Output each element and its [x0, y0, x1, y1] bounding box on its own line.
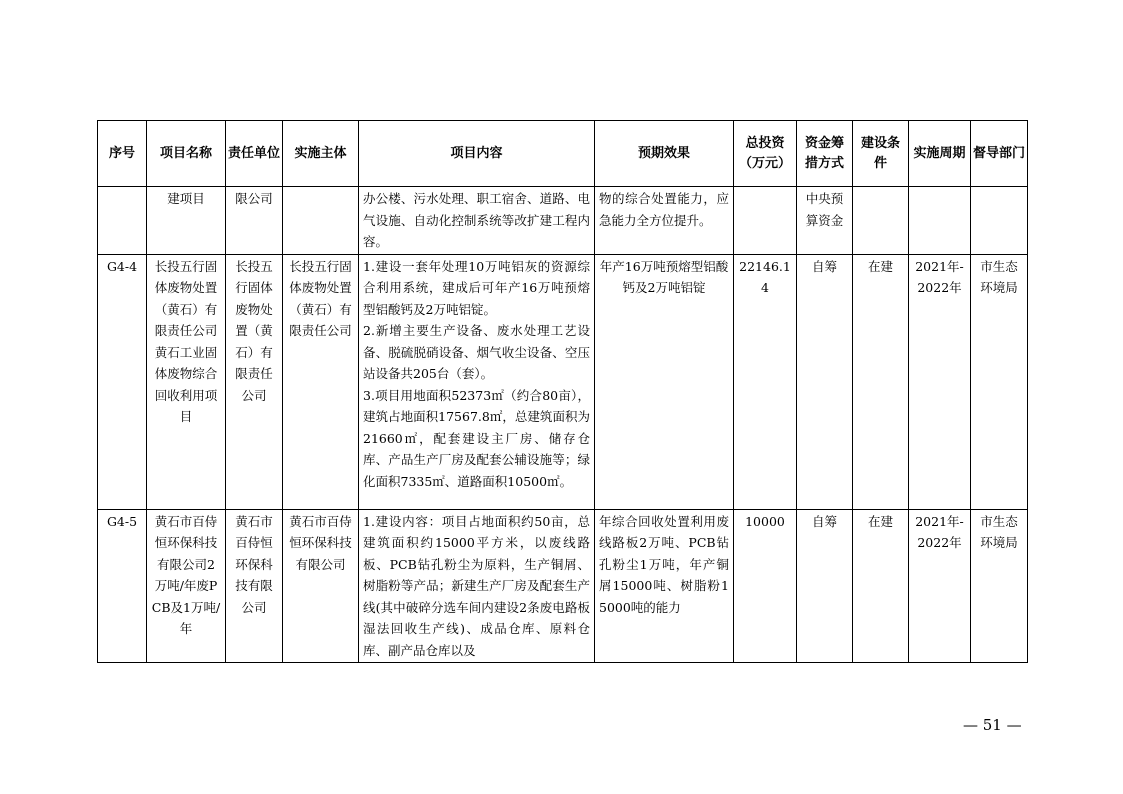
project-table [97, 120, 1028, 663]
cell-name: 黄石市百侍恒环保科技有限公司2万吨/年废PCB及1万吨/年 [147, 509, 226, 663]
content-paragraph: 1.建设一套年处理10万吨铝灰的资源综合利用系统，建成后可年产16万吨预熔型铝酸钙及2万吨铝锭。 [363, 258, 590, 317]
cell-dept: 市生态环境局 [971, 509, 1028, 663]
cell-effect: 年产16万吨预熔型铝酸钙及2万吨铝锭 [595, 254, 734, 509]
cell-condition: 在建 [853, 254, 909, 509]
header-cell-entity: 实施主体 [283, 121, 359, 187]
cell-invest [734, 187, 797, 255]
cell-content [359, 254, 595, 509]
cell-condition: 在建 [853, 509, 909, 663]
cell-entity: 黄石市百侍恒环保科技有限公司 [283, 509, 359, 663]
cell-unit: 长投五行固体废物处置（黄石）有限责任公司 [226, 254, 283, 509]
content-paragraph: 3.项目用地面积52373㎡（约合80亩），建筑占地面积17567.8㎡，总建筑面积为21660㎡，配套建设主厂房、储存仓库、产品生产厂房及配套公辅设施等；绿化面积7335㎡、道路面积10500㎡。 [363, 387, 590, 489]
header-cell-condition: 建设条件 [853, 121, 909, 187]
cell-content [359, 187, 595, 255]
cell-invest: 22146.14 [734, 254, 797, 509]
table-row [98, 509, 1028, 663]
cell-entity [283, 187, 359, 255]
cell-funding: 自筹 [797, 509, 853, 663]
header-row [98, 121, 1028, 187]
cell-dept [971, 187, 1028, 255]
cell-unit: 黄石市百侍恒环保科技有限公司 [226, 509, 283, 663]
cell-effect: 物的综合处置能力，应急能力全方位提升。 [595, 187, 734, 255]
cell-id [98, 187, 147, 255]
page-number: — 51 — [963, 716, 1022, 734]
header-cell-dept: 督导部门 [971, 121, 1028, 187]
cell-period [909, 187, 971, 255]
header-cell-period: 实施周期 [909, 121, 971, 187]
cell-invest: 10000 [734, 509, 797, 663]
content-paragraph: 1.建设内容：项目占地面积约50亩，总建筑面积约15000平方米，以废线路板、PCB钻孔粉尘为原料，生产铜屑、树脂粉等产品；新建生产厂房及配套生产线(其中破碎分选车间内建设2条废电路板湿法回收生产线)、成品仓库、原料仓库、副产品仓库以及 [363, 513, 590, 658]
cell-condition [853, 187, 909, 255]
table-row [98, 187, 1028, 255]
header-cell-funding: 资金筹措方式 [797, 121, 853, 187]
cell-name: 建项目 [147, 187, 226, 255]
header-cell-invest: 总投资（万元） [734, 121, 797, 187]
cell-entity: 长投五行固体废物处置（黄石）有限责任公司 [283, 254, 359, 509]
cell-name: 长投五行固体废物处置（黄石）有限责任公司黄石工业固体废物综合回收利用项目 [147, 254, 226, 509]
table-row [98, 254, 1028, 509]
header-cell-effect: 预期效果 [595, 121, 734, 187]
cell-period: 2021年-2022年 [909, 254, 971, 509]
cell-content [359, 509, 595, 663]
header-cell-id: 序号 [98, 121, 147, 187]
content-paragraph: 2.新增主要生产设备、废水处理工艺设备、脱硫脱硝设备、烟气收尘设备、空压站设备共205台（套）。 [363, 323, 590, 381]
cell-funding: 中央预算资金 [797, 187, 853, 255]
header-cell-content: 项目内容 [359, 121, 595, 187]
header-cell-name: 项目名称 [147, 121, 226, 187]
cell-id: G4-4 [98, 254, 147, 509]
cell-id: G4-5 [98, 509, 147, 663]
cell-period: 2021年-2022年 [909, 509, 971, 663]
cell-funding: 自筹 [797, 254, 853, 509]
cell-unit: 限公司 [226, 187, 283, 255]
cell-effect: 年综合回收处置利用废线路板2万吨、PCB钻孔粉尘1万吨，年产铜屑15000吨、树脂粉15000吨的能力 [595, 509, 734, 663]
header-cell-unit: 责任单位 [226, 121, 283, 187]
content-paragraph: 办公楼、污水处理、职工宿舍、道路、电气设施、自动化控制系统等改扩建工程内容。 [363, 191, 590, 249]
cell-dept: 市生态环境局 [971, 254, 1028, 509]
